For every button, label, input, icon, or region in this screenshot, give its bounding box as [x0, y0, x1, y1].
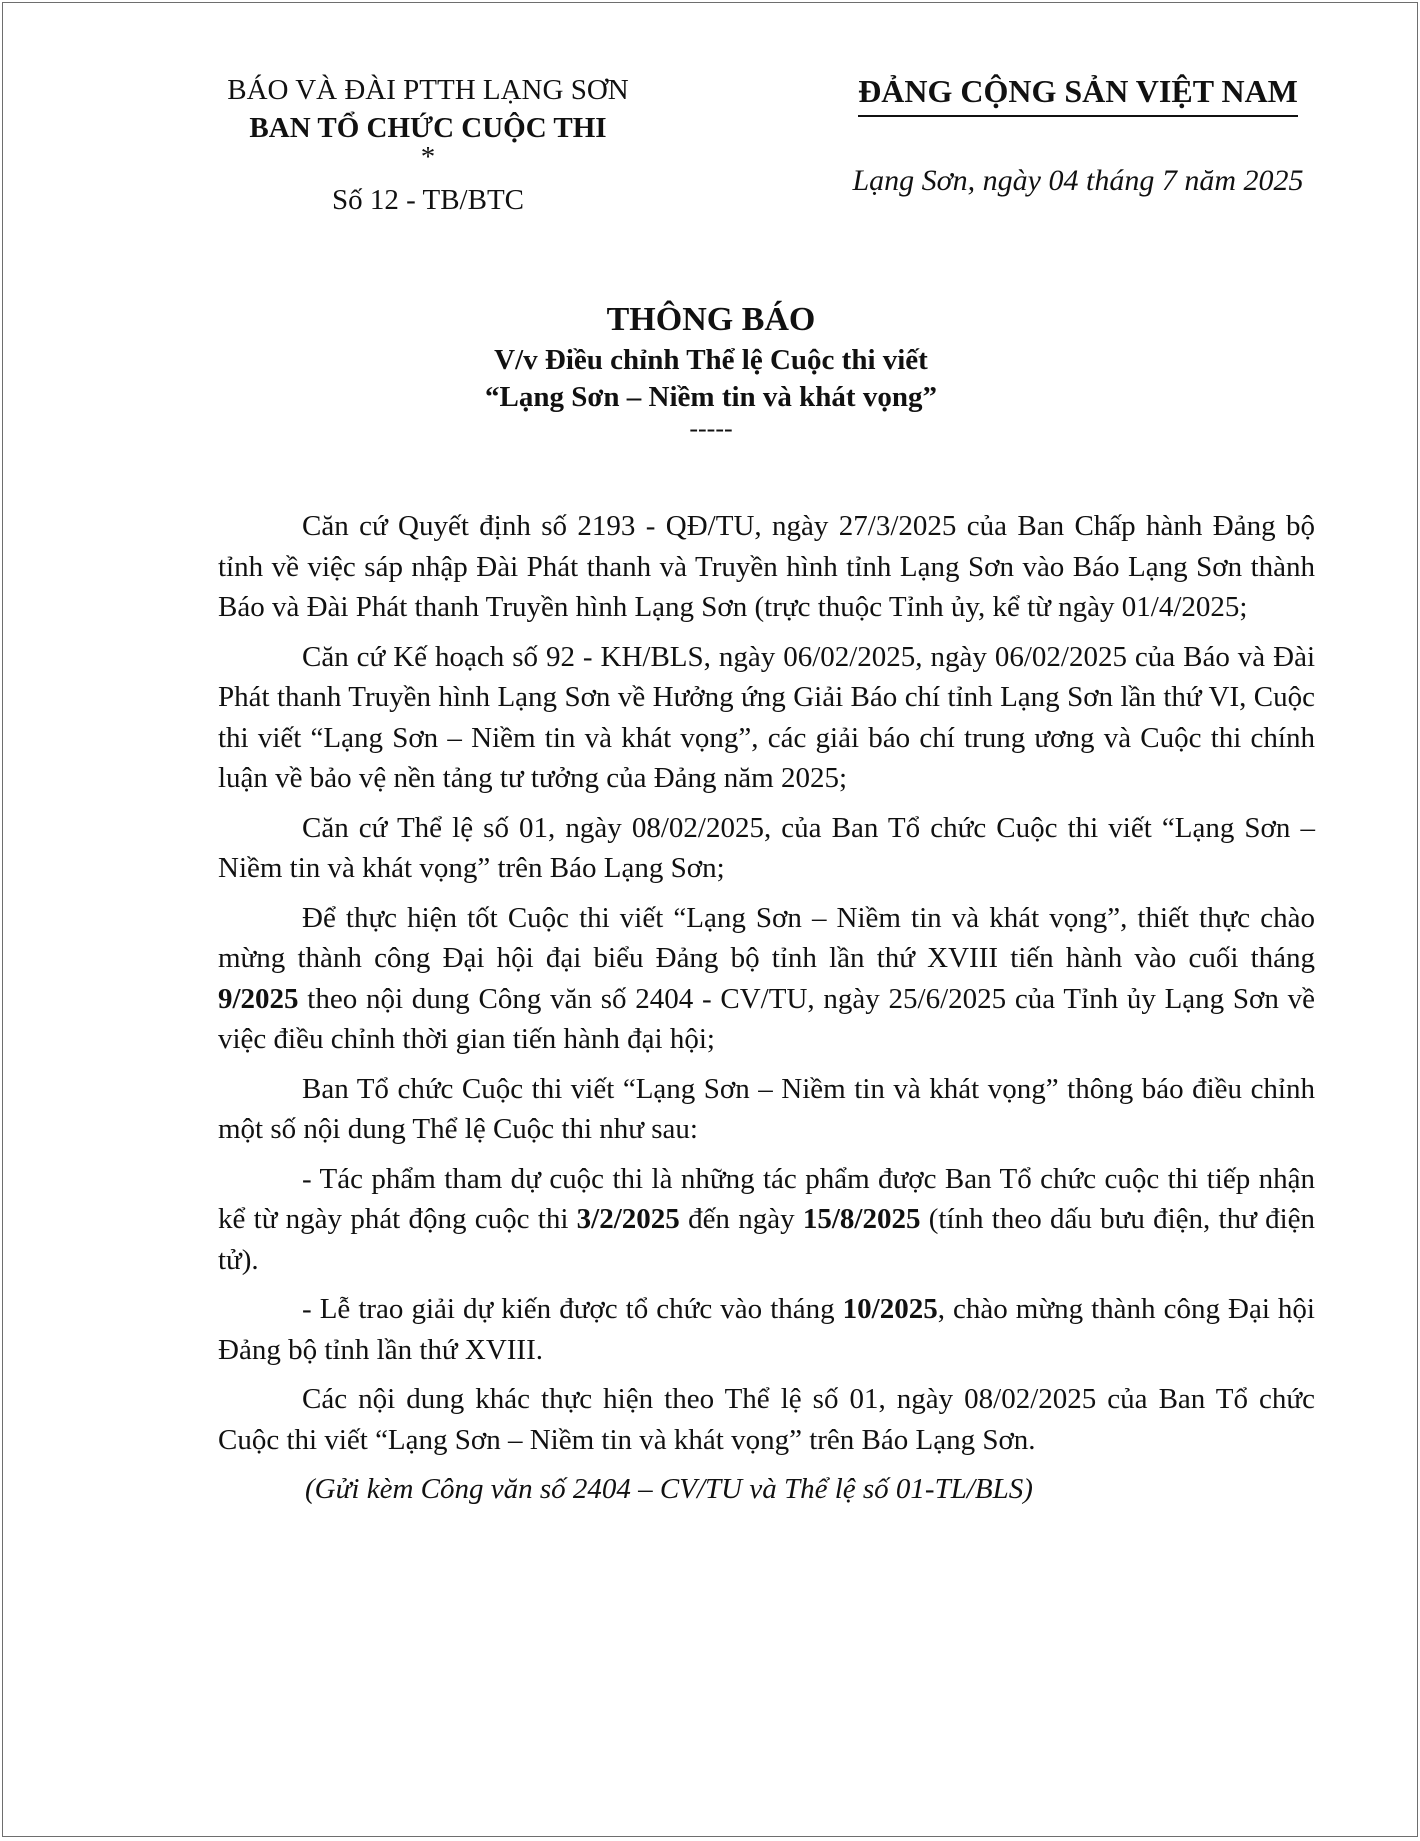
paragraph-award-ceremony — [218, 1289, 1315, 1370]
bold-date: 10/2025 — [842, 1293, 938, 1325]
document-body — [218, 506, 1315, 1519]
issuer-committee: BAN TỔ CHỨC CUỘC THI — [249, 112, 607, 144]
paragraph-basis-decision: Căn cứ Quyết định số 2193 - QĐ/TU, ngày 27/3/2025 của Ban Chấp hành Đảng bộ tỉnh về việc sáp nhập Đài Phát thanh và Truyền hình tỉnh Lạng Sơn vào Báo Lạng Sơn thành Báo và Đài Phát thanh Truyền hình Lạng Sơn (trực thuộc Tỉnh ủy, kể từ ngày 01/4/2025; — [218, 510, 1315, 623]
paragraph-text: theo nội dung Công văn số 2404 - CV/TU, ngày 25/6/2025 của Tỉnh ủy Lạng Sơn về việc điều chỉnh thời gian tiến hành đại hội; — [218, 982, 1315, 1055]
paragraph-text: , chào mừng thành công Đại hội Đảng bộ tỉnh lần thứ XVIII. — [218, 1293, 1315, 1366]
document-subject-line-2: “Lạng Sơn – Niềm tin và khát vọng” — [485, 381, 937, 413]
paragraph-submission-period — [218, 1159, 1315, 1281]
title-separator: ----- — [689, 414, 733, 443]
paragraph-text: Để thực hiện tốt Cuộc thi viết “Lạng Sơn – Niềm tin và khát vọng”, thiết thực chào mừng thành công Đại hội đại biểu Đảng bộ tỉnh lần thứ XVIII tiến hành vào cuối tháng — [218, 901, 1315, 974]
bold-date: 9/2025 — [218, 982, 299, 1015]
party-block — [833, 71, 1323, 201]
bold-date: 15/8/2025 — [802, 1203, 921, 1235]
document-title-block — [3, 298, 1418, 442]
document-title: THÔNG BÁO — [606, 301, 816, 338]
paragraph-text: đến ngày — [679, 1203, 803, 1235]
document-subject-line-1: V/v Điều chỉnh Thể lệ Cuộc thi viết — [494, 344, 928, 376]
issuer-block — [208, 71, 648, 219]
document-page — [2, 2, 1418, 1837]
document-number: Số 12 - TB/BTC — [331, 184, 525, 216]
paragraph-text: - Lễ trao giải dự kiến được tổ chức vào tháng — [302, 1293, 843, 1325]
paragraph-text: (tính theo dấu bưu điện, thư điện tử). — [218, 1203, 1315, 1276]
place-date: Lạng Sơn, ngày 04 tháng 7 năm 2025 — [852, 164, 1304, 197]
bold-date: 3/2/2025 — [576, 1203, 680, 1235]
paragraph-basis-plan: Căn cứ Kế hoạch số 92 - KH/BLS, ngày 06/02/2025, ngày 06/02/2025 của Báo và Đài Phát thanh Truyền hình Lạng Sơn về Hưởng ứng Giải Báo chí tỉnh Lạng Sơn lần thứ VI, Cuộc thi viết “Lạng Sơn – Niềm tin và khát vọng”, các giải báo chí trung ương và Cuộc thi chính luận về bảo vệ nền tảng tư tưởng của Đảng năm 2025; — [218, 640, 1315, 794]
paragraph-basis-rules: Căn cứ Thể lệ số 01, ngày 08/02/2025, của Ban Tổ chức Cuộc thi viết “Lạng Sơn – Niềm tin và khát vọng” trên Báo Lạng Sơn; — [218, 811, 1315, 884]
paragraph-announcement: Ban Tổ chức Cuộc thi viết “Lạng Sơn – Niềm tin và khát vọng” thông báo điều chỉnh một số nội dung Thể lệ Cuộc thi như sau: — [218, 1072, 1315, 1145]
paragraph-purpose — [218, 898, 1315, 1060]
paragraph-text: - Tác phẩm tham dự cuộc thi là những tác phẩm được Ban Tổ chức cuộc thi tiếp nhận kể từ ngày phát động cuộc thi — [218, 1162, 1315, 1235]
issuer-org-name: BÁO VÀ ĐÀI PTTH LẠNG SƠN — [227, 74, 629, 106]
issuer-star: * — [420, 141, 436, 173]
attachment-note: (Gửi kèm Công văn số 2404 – CV/TU và Thể lệ số 01-TL/BLS) — [305, 1473, 1033, 1505]
paragraph-other-content: Các nội dung khác thực hiện theo Thể lệ số 01, ngày 08/02/2025 của Ban Tổ chức Cuộc thi viết “Lạng Sơn – Niềm tin và khát vọng” trên Báo Lạng Sơn. — [218, 1383, 1315, 1456]
party-name: ĐẢNG CỘNG SẢN VIỆT NAM — [858, 71, 1298, 117]
